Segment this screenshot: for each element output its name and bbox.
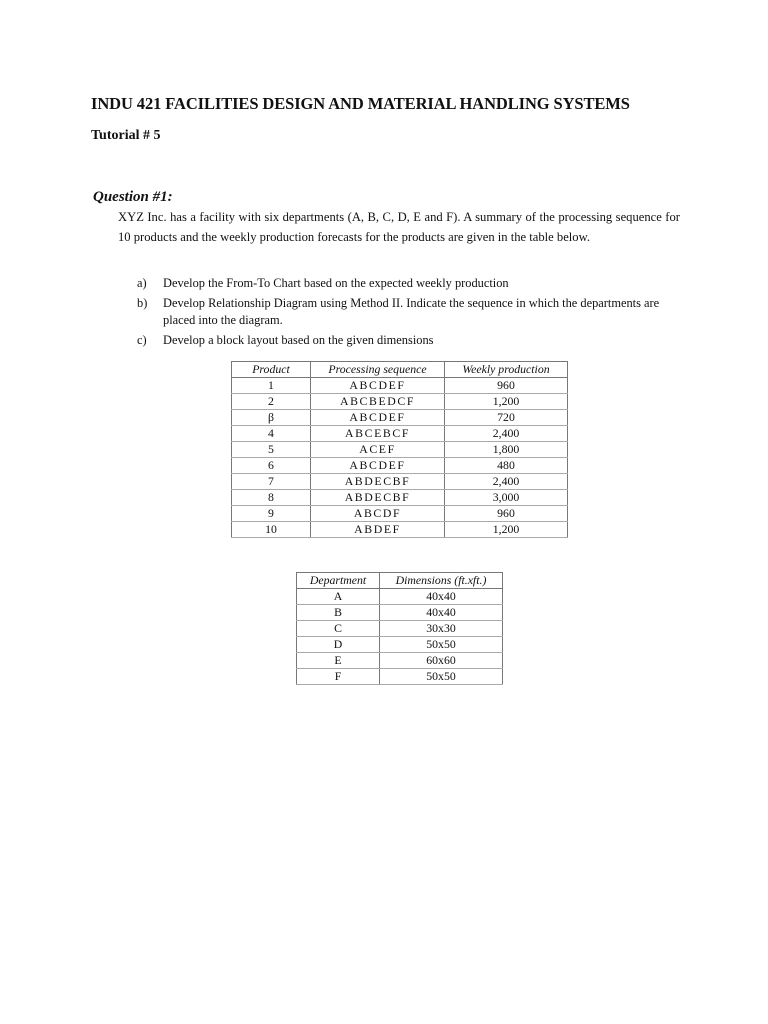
production-cell: 960 xyxy=(445,378,568,394)
task-item-c xyxy=(137,332,682,349)
table-row xyxy=(232,458,568,474)
table-row xyxy=(297,653,503,669)
table-row xyxy=(297,589,503,605)
sequence-cell: ABDEF xyxy=(311,522,445,538)
products-table xyxy=(231,361,568,538)
task-label: b) xyxy=(137,296,148,310)
task-item-a xyxy=(137,275,682,292)
product-cell: 10 xyxy=(232,522,311,538)
sequence-cell: ABCBEDCF xyxy=(311,394,445,410)
table-header-row xyxy=(232,362,568,378)
product-cell: β xyxy=(232,410,311,426)
product-cell: 5 xyxy=(232,442,311,458)
dimension-cell: 30x30 xyxy=(380,621,503,637)
table-row xyxy=(297,621,503,637)
dimension-cell: 40x40 xyxy=(380,589,503,605)
column-header: Product xyxy=(232,362,311,378)
production-cell: 480 xyxy=(445,458,568,474)
sequence-cell: ABDECBF xyxy=(311,474,445,490)
document-title: INDU 421 FACILITIES DESIGN AND MATERIAL HANDLING SYSTEMS xyxy=(91,94,630,113)
department-cell: B xyxy=(297,605,380,621)
dimension-cell: 50x50 xyxy=(380,669,503,685)
product-cell: 9 xyxy=(232,506,311,522)
department-cell: E xyxy=(297,653,380,669)
column-header: Dimensions (ft.xft.) xyxy=(380,573,503,589)
question-heading: Question #1: xyxy=(93,189,173,205)
task-text: Develop the From-To Chart based on the expected weekly production xyxy=(163,276,509,290)
column-header: Processing sequence xyxy=(311,362,445,378)
table-row xyxy=(232,474,568,490)
table-row xyxy=(232,426,568,442)
table-header-row xyxy=(297,573,503,589)
production-cell: 2,400 xyxy=(445,426,568,442)
product-cell: 1 xyxy=(232,378,311,394)
column-header: Weekly production xyxy=(445,362,568,378)
table-row xyxy=(232,410,568,426)
dimension-cell: 60x60 xyxy=(380,653,503,669)
sequence-cell: ABCDEF xyxy=(311,458,445,474)
table-row xyxy=(232,442,568,458)
sequence-cell: ACEF xyxy=(311,442,445,458)
production-cell: 2,400 xyxy=(445,474,568,490)
department-cell: F xyxy=(297,669,380,685)
product-cell: 7 xyxy=(232,474,311,490)
table-row xyxy=(297,637,503,653)
task-list xyxy=(137,275,682,352)
table-row xyxy=(297,669,503,685)
task-item-b xyxy=(137,295,682,329)
task-label: a) xyxy=(137,276,147,290)
task-text: Develop a block layout based on the given dimensions xyxy=(163,333,434,347)
department-cell: C xyxy=(297,621,380,637)
sequence-cell: ABCDF xyxy=(311,506,445,522)
production-cell: 3,000 xyxy=(445,490,568,506)
sequence-cell: ABCEBCF xyxy=(311,426,445,442)
production-cell: 1,200 xyxy=(445,394,568,410)
table-row xyxy=(232,522,568,538)
product-cell: 6 xyxy=(232,458,311,474)
task-text: Develop Relationship Diagram using Method II. Indicate the sequence in which the departments are placed into the diagram. xyxy=(163,296,660,327)
production-cell: 960 xyxy=(445,506,568,522)
dimension-cell: 50x50 xyxy=(380,637,503,653)
tutorial-number: Tutorial # 5 xyxy=(91,128,161,143)
product-cell: 8 xyxy=(232,490,311,506)
department-cell: A xyxy=(297,589,380,605)
dimension-cell: 40x40 xyxy=(380,605,503,621)
production-cell: 1,800 xyxy=(445,442,568,458)
question-intro: XYZ Inc. has a facility with six departments (A, B, C, D, E and F). A summary of the processing sequence for 10 products and the weekly production forecasts for the products are given in the table below. xyxy=(118,210,680,244)
sequence-cell: ABDECBF xyxy=(311,490,445,506)
column-header: Department xyxy=(297,573,380,589)
sequence-cell: ABCDEF xyxy=(311,378,445,394)
production-cell: 720 xyxy=(445,410,568,426)
table-row xyxy=(232,378,568,394)
table-row xyxy=(232,490,568,506)
department-cell: D xyxy=(297,637,380,653)
dimensions-table xyxy=(296,572,503,685)
product-cell: 2 xyxy=(232,394,311,410)
table-row xyxy=(232,394,568,410)
table-row xyxy=(232,506,568,522)
product-cell: 4 xyxy=(232,426,311,442)
table-row xyxy=(297,605,503,621)
task-label: c) xyxy=(137,333,147,347)
sequence-cell: ABCDEF xyxy=(311,410,445,426)
production-cell: 1,200 xyxy=(445,522,568,538)
